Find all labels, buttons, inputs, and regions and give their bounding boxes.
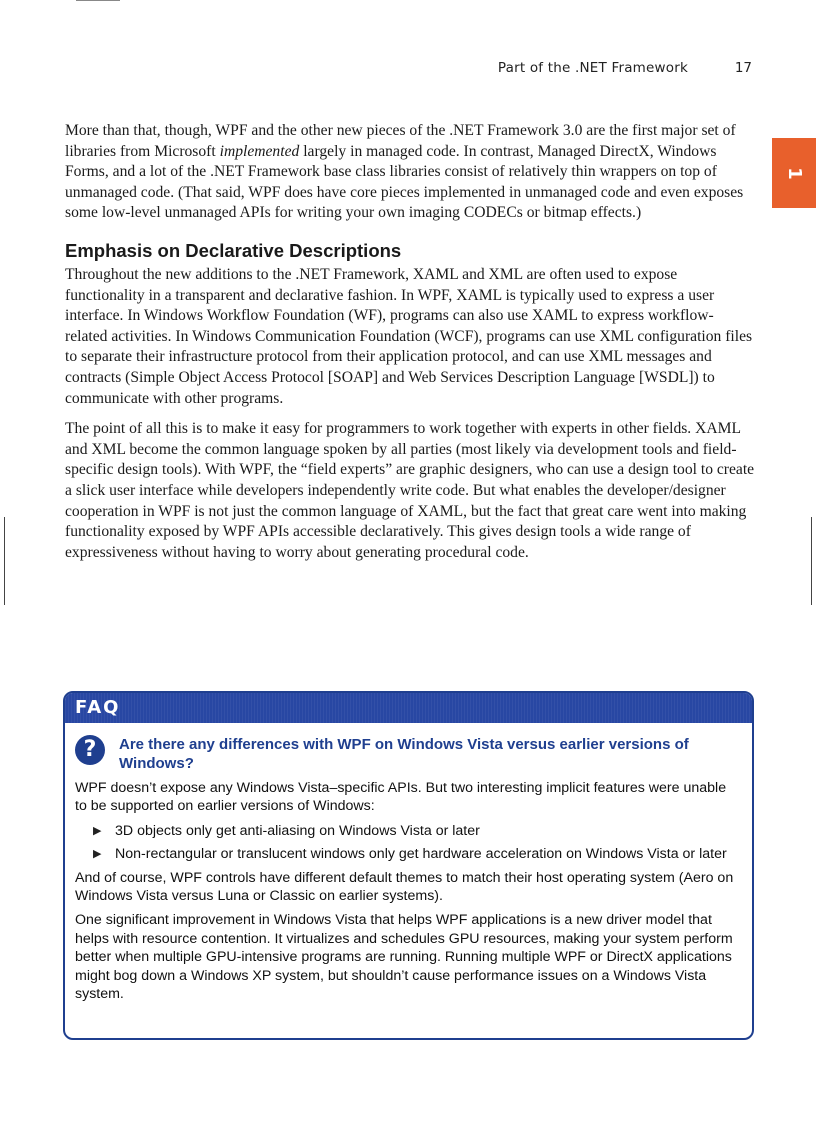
bullet-text: 3D objects only get anti-aliasing on Windows Vista or later [115,822,480,839]
list-item [75,822,740,840]
page-number: 17 [734,60,752,76]
faq-sidebar [63,691,754,1040]
top-rule [76,0,120,1]
intro-text-2: largely in managed code. In contrast, Managed DirectX, Windows Forms, and a lot of the .NET Framework base class libraries consist of relatively thin wrappers on top of unmanaged code. (That said, WPF does have core pieces implemented in unmanaged code and even exposes some low-level unmanaged APIs for writing your own imaging CODECs or bitmap effects.) [65,142,744,222]
triangle-bullet-icon: ▶ [93,848,102,861]
faq-label: FAQ [75,697,121,718]
bullet-text: Non-rectangular or translucent windows only get hardware acceleration on Windows Vista or later [115,846,727,863]
faq-paragraph-3: One significant improvement in Windows Vista that helps WPF applications is a new driver model that helps with resource contention. It virtualizes and schedules GPU resources, making your system perform better when multiple GPU-intensive programs are running. Running multiple WPF or DirectX applications might bog down a Windows XP system, but shouldn’t cause performance issues on a Windows Vista system. [75,912,733,1003]
faq-header-bar [65,693,752,723]
faq-intro: WPF doesn’t expose any Windows Vista–specific APIs. But two interesting implicit features were unable to be supported on earlier versions of Windows: [75,780,727,815]
section-heading: Emphasis on Declarative Descriptions [65,239,402,261]
faq-bullet-list [75,822,740,864]
section-paragraph-2: The point of all this is to make it easy for programmers to work together with experts in other fields. XAML and XML become the common language spoken by all parties (most likely via development tools and field-specific design tools). With WPF, the “field experts” are graphic designers, who can use a design tool to create a slick user interface while developers independently write code. But what enables the developer/designer cooperation in WPF is not just the common language of XAML, but the fact that great care went into making functionality exposed by WPF APIs accessible declaratively. This gives design tools a wide range of expressiveness without having to worry about generating procedural code. [65,420,755,561]
triangle-bullet-icon: ▶ [93,824,102,837]
main-content [65,121,755,573]
section-paragraph-1: Throughout the new additions to the .NET Framework, XAML and XML are often used to expose functionality in a transparent and declarative fashion. In WPF, XAML is typically used to express a user interface. In Windows Workflow Foundation (WF), programs can also use XAML to express workflow-related activities. In Windows Communication Foundation (WCF), programs can use XML configuration files to separate their infrastructure protocol from their application protocol, and can use XML messages and contracts (Simple Object Access Protocol [SOAP] and Web Services Description Language [WSDL]) to communicate with other programs. [65,265,753,407]
running-title: Part of the .NET Framework [497,60,688,76]
faq-paragraph-2: And of course, WPF controls have different default themes to match their host operating system (Aero on Windows Vista versus Luna or Classic on earlier systems). [75,869,734,905]
question-mark-icon: ? [75,735,105,765]
faq-answer [75,779,740,1009]
intro-paragraph [65,121,755,224]
intro-text-1: More than that, though, WPF and the other new pieces of the .NET Framework 3.0 are the first major set of libraries from Microsoft [65,122,736,160]
faq-question: Are there any differences with WPF on Windows Vista versus earlier versions of Windows? [119,736,689,772]
list-item [75,845,740,863]
right-margin-mark [811,517,812,605]
chapter-number: 1 [783,166,805,180]
intro-emphasis: implemented [219,142,300,160]
chapter-tab [772,138,816,208]
left-margin-mark [4,517,5,605]
